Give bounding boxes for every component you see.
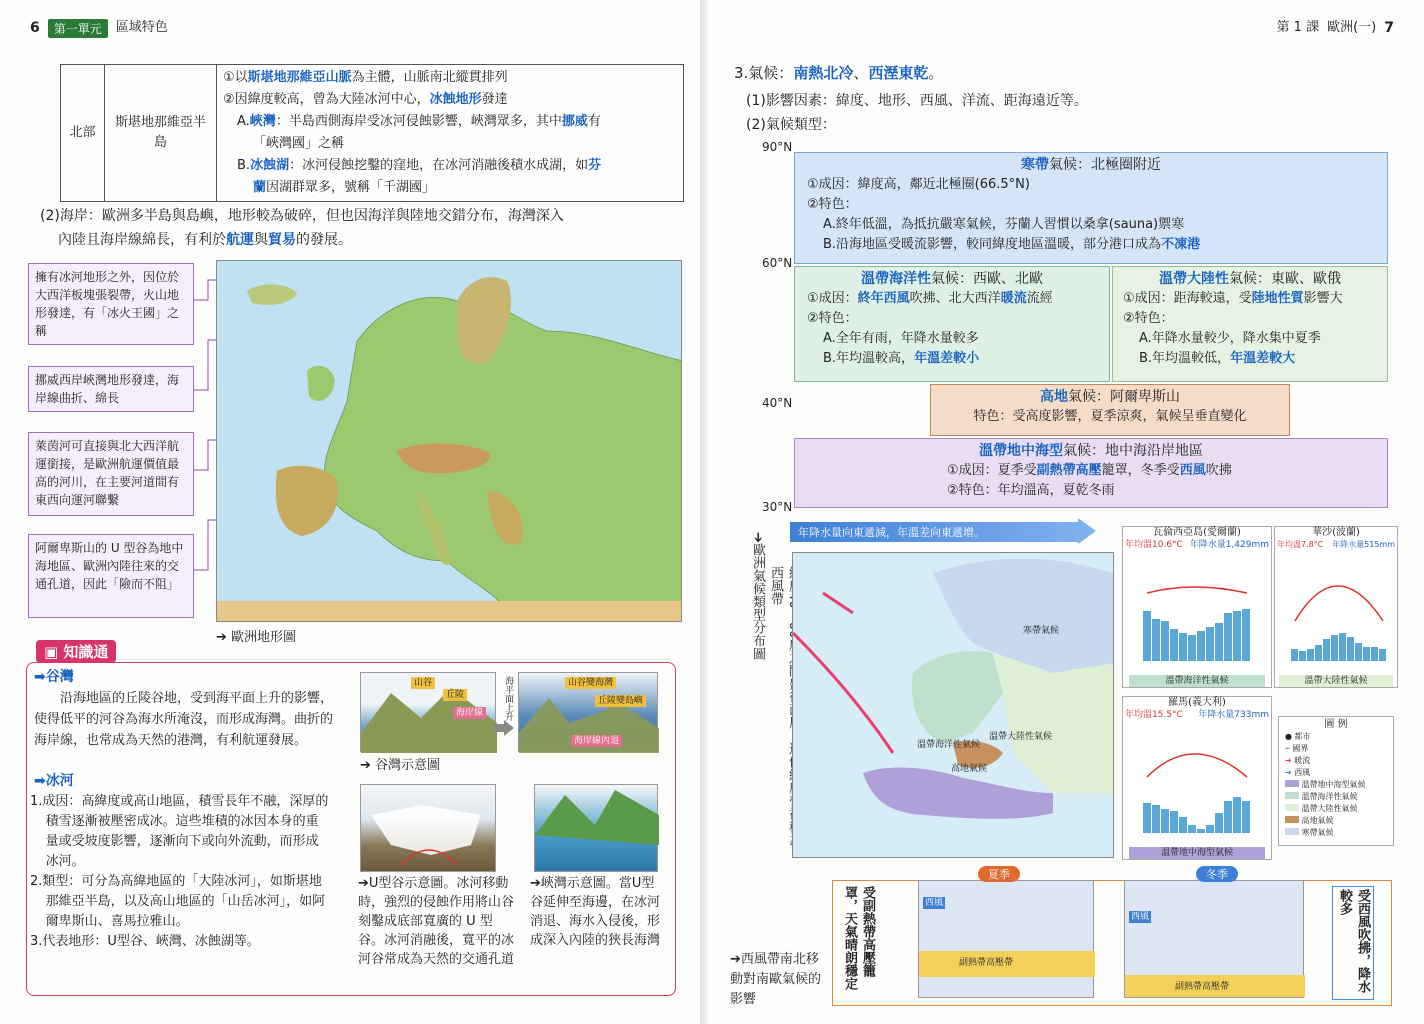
feature-line-4: B.冰蝕湖：冰河侵蝕挖鑿的窪地，在冰河消融後積水成湖，如芬 xyxy=(237,158,602,173)
legend-item-city: ● 都市 xyxy=(1285,732,1311,741)
glacier-heading: ➡冰河 xyxy=(34,773,74,789)
feature-line-1: ①以斯堪地那維亞山脈為主體，山脈南北縱貫排列 xyxy=(223,70,508,85)
caption-marker-icon: ➔ xyxy=(358,876,369,891)
climate-types-heading: (2)氣候類型： xyxy=(746,117,836,133)
arrow-icon: ➡ xyxy=(34,773,46,789)
fjord-diagram xyxy=(534,784,658,872)
oceanic-climate-block: 溫帶海洋性氣候：西歐、北歐 ①成因：終年西風吹拂、北大西洋暖流流經 ②特色： A.全年有雨，年降水量較多 B.年均溫較高，年溫差較小 xyxy=(794,266,1110,382)
trend-arrow-head-icon xyxy=(1078,518,1096,544)
caption-marker-icon: ➔ xyxy=(750,532,765,543)
europe-relief-map xyxy=(216,260,682,622)
map-label-cold: 寒帶氣候 xyxy=(1023,626,1060,636)
callout-alps: 阿爾卑斯山的 U 型谷為地中海地區、歐洲內陸往來的交通孔道，因此「險而不阻」 xyxy=(28,534,194,618)
climate-heading: 3.氣候：南熱北冷、西溼東乾。 xyxy=(734,64,944,82)
left-page xyxy=(0,0,705,1024)
fjord-caption: ➔峽灣示意圖。當U型谷延伸至海邊，在冰河消退、海水入侵後，形成深入內陸的狹長海灣 xyxy=(530,876,661,948)
sea-rise-label: 海平面上升 xyxy=(503,676,513,721)
transition-arrow-icon xyxy=(494,720,514,736)
north-region-table xyxy=(60,64,684,202)
chart-warsaw-plot xyxy=(1275,551,1397,671)
legend-item-continental: 溫帶大陸性氣候 xyxy=(1285,803,1387,815)
chart-valentia-plot xyxy=(1123,551,1271,671)
ria-diagram-before: 山谷 丘陵 海岸線 xyxy=(360,672,496,752)
right-header xyxy=(1277,18,1394,38)
ria-heading: ➡谷灣 xyxy=(34,669,74,685)
winter-wind-label: 西風 xyxy=(1131,912,1150,922)
right-page xyxy=(708,0,1424,1024)
chart-warsaw: 華沙(波蘭) 年均溫7.8°C 年降水量515mm 溫帶大陸性氣候 xyxy=(1274,526,1398,688)
winter-westerly-map xyxy=(1124,880,1304,998)
feature-line-4b: 蘭因湖群眾多，號稱「千湖國」 xyxy=(253,180,436,195)
climate-map-svg xyxy=(793,553,1114,858)
ria-caption: ➔ 谷灣示意圖 xyxy=(360,758,441,773)
u-valley-diagram xyxy=(360,784,496,872)
westerly-belt-note: 西風帶 xyxy=(768,566,783,605)
lat-60: 60°N xyxy=(762,256,793,270)
book-icon: ▣ xyxy=(44,643,59,661)
left-page-number: 6 xyxy=(30,20,40,36)
unit-title: 區域特色 xyxy=(115,20,168,35)
lesson-number: 第 1 課 xyxy=(1276,20,1320,35)
right-page-number: 7 xyxy=(1384,20,1394,36)
summer-wind-label: 西風 xyxy=(925,898,944,908)
westerly-shift-box xyxy=(832,880,1392,1006)
mediterranean-climate-block: 溫帶地中海型氣候：地中海沿岸地區 ①成因：夏季受副熱帶高壓籠罩，冬季受西風吹拂 ②特色：年均溫高，夏乾冬雨 xyxy=(794,438,1388,508)
winter-badge: 冬季 xyxy=(1196,866,1238,882)
callout-rhine: 萊茵河可直接與北大西洋航運銜接，是歐洲航運價值最高的河川，在主要河道間有東西向運河聯繫 xyxy=(28,432,194,516)
winter-effect-text: 受西風吹拂，降水較多 xyxy=(1332,886,1374,1000)
legend-item-warm-current: ➜ 暖流 xyxy=(1285,756,1311,765)
continental-climate-block: 溫帶大陸性氣候：東歐、歐俄 ①成因：距海較遠，受陸地性質影響大 ②特色： A.年降水量較少，降水集中夏季 B.年均溫較低，年溫差較大 xyxy=(1112,266,1388,382)
coast-paragraph: (2)海岸：歐洲多半島與島嶼，地形較為破碎，但也因海洋與陸地交錯分布，海灣深入 內陸且海岸線綿長，有利於航運與貿易的發展。 xyxy=(40,208,564,248)
legend-item-border: ┄ 國界 xyxy=(1285,744,1309,753)
map-label-oceanic: 溫帶海洋性氣候 xyxy=(917,740,981,750)
u-valley-caption: ➔U型谷示意圖。冰河移動時，強烈的侵蝕作用將山谷刻鑿成底部寬廣的 U 型谷。冰河消融後，寬平的冰河谷常成為天然的交通孔道 xyxy=(358,876,515,967)
summer-high-label: 副熱帶高壓帶 xyxy=(959,958,1014,968)
caption-marker-icon: ➔ xyxy=(216,630,227,645)
cold-climate-block: 寒帶氣候：北極圈附近 ①成因：緯度高，鄰近北極圈(66.5°N) ②特色： A.終年低溫，為抵抗嚴寒氣候，芬蘭人習慣以桑拿(sauna)禦寒 B.沿海地區受暖流影響，較同緯度地區溫暖，部分港口成為不凍港 xyxy=(794,152,1388,264)
lesson-title: 歐洲(一) xyxy=(1327,20,1377,35)
ria-text: 沿海地區的丘陵谷地，受到海平面上升的影響，使得低平的河谷為海水所淹沒，而形成海灣。曲折的海岸線，也常成為天然的港灣，有利航運發展。 xyxy=(34,691,334,748)
chart-rome-plot xyxy=(1123,721,1271,843)
ria-diagram-after: 山谷變海灣 丘陵變島嶼 海岸線內退 xyxy=(518,672,658,752)
lat-30: 30°N xyxy=(762,500,793,514)
legend-item-westerly: ➜ 西風 xyxy=(1285,768,1311,777)
left-header xyxy=(30,18,168,38)
chart-valentia: 瓦倫西亞島(愛爾蘭) 年均溫10.6°C 年降水量1,429mm 溫帶海洋性氣候 xyxy=(1122,526,1272,688)
legend-item-highland: 高地氣候 xyxy=(1285,815,1387,827)
arrow-icon: ➡ xyxy=(34,669,46,685)
unit-badge: 第一單元 xyxy=(48,19,108,38)
callout-iceland: 擁有冰河地形之外，因位於大西洋板塊張裂帶，火山地形發達，有「冰火王國」之稱 xyxy=(28,263,194,345)
map-label-continental: 溫帶大陸性氣候 xyxy=(989,732,1053,742)
features-cell xyxy=(217,65,684,202)
knowledge-title: ▣ 知識通 xyxy=(36,640,116,663)
feature-line-3b: 「峽灣國」之稱 xyxy=(253,136,345,151)
region-cell: 北部 xyxy=(61,65,105,202)
summer-westerly-map xyxy=(918,880,1094,998)
trend-arrow-bar: 年降水量向東遞減，年溫差向東遞增。 xyxy=(790,522,1080,542)
feature-line-3: A.峽灣：半島西側海岸受冰河侵蝕影響，峽灣眾多，其中挪威有 xyxy=(237,114,601,129)
winter-high-label: 副熱帶高壓帶 xyxy=(1175,982,1230,992)
chart-rome: 羅馬(義大利) 年均溫15.5°C 年降水量733mm 溫帶地中海型氣候 xyxy=(1122,696,1272,860)
caption-marker-icon: ➔ xyxy=(530,876,541,891)
summer-effect-text: 受副熱帶高壓籠罩，天氣晴朗穩定 xyxy=(842,886,875,990)
legend-item-cold: 寒帶氣候 xyxy=(1285,827,1387,839)
legend-item-med: 溫帶地中海型氣候 xyxy=(1285,779,1387,791)
caption-marker-icon: ➔ xyxy=(360,758,371,773)
europe-relief-map-svg xyxy=(217,261,682,622)
peninsula-cell xyxy=(105,65,217,202)
caption-marker-icon: ➔ xyxy=(730,952,741,967)
legend-item-oceanic: 溫帶海洋性氣候 xyxy=(1285,791,1387,803)
map-legend: 圖 例 ● 都市 ┄ 國界 ➜ 暖流 ➜ 西風 溫帶地中海型氣候 溫帶海洋性氣候 溫帶大陸性氣候 高地氣候 寒帶氣候 xyxy=(1278,716,1394,846)
westerly-caption: ➔西風帶南北移動對南歐氣候的影響 xyxy=(730,952,822,1007)
climate-factors: (1)影響因素：緯度、地形、西風、洋流、距海遠近等。 xyxy=(746,93,1088,109)
lat-90: 90°N xyxy=(762,140,793,154)
climate-map-caption: ➔歐洲氣候類型分布圖 xyxy=(750,532,765,660)
map-caption: ➔ 歐洲地形圖 xyxy=(216,630,297,645)
climate-distribution-map xyxy=(792,552,1114,858)
map-label-highland: 高地氣候 xyxy=(951,764,988,774)
summer-badge: 夏季 xyxy=(978,866,1020,882)
highland-climate-block: 高地氣候：阿爾卑斯山 特色：受高度影響，夏季涼爽，氣候呈垂直變化 xyxy=(930,384,1290,436)
peninsula-name: 斯堪地那維亞半島 xyxy=(114,115,206,150)
lat-40: 40°N xyxy=(762,396,793,410)
callout-norway: 挪威西岸峽灣地形發達，海岸線曲折、綿長 xyxy=(28,366,194,412)
glacier-text: 1.成因：高緯度或高山地區，積雪長年不融，深厚的積雪逐漸被壓密成冰。這些堆積的冰因本身的重量或受坡度影響，逐漸向下或向外流動，而形成冰河。 2.類型：可分為高緯地區的「大陸冰河」，如斯堪地那維亞半島，以及高山地區的「山岳冰河」，如阿爾卑斯山、喜馬拉雅山。 3.代表地形：U型谷、峽灣、冰蝕湖等。 xyxy=(30,794,329,949)
feature-line-2: ②因緯度較高，曾為大陸冰河中心，冰蝕地形發達 xyxy=(223,92,508,107)
